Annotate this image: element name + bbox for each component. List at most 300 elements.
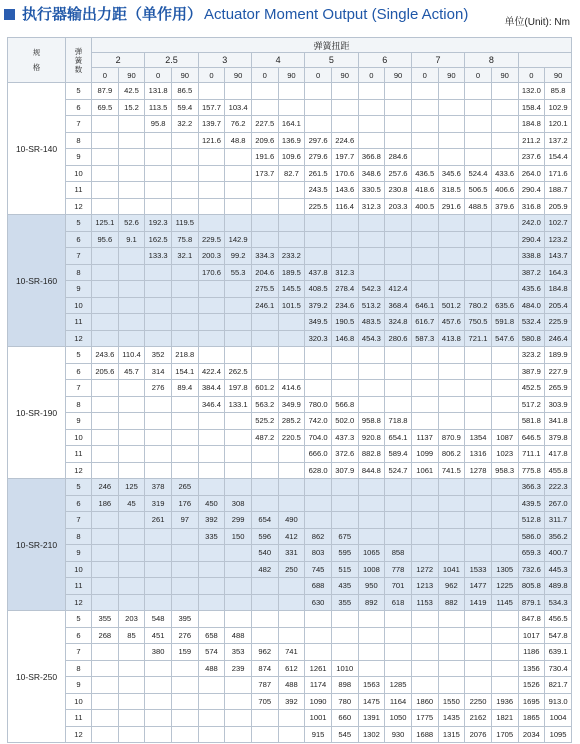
table-cell: [92, 132, 119, 149]
table-cell: 1305: [491, 561, 518, 578]
table-cell: [411, 380, 438, 397]
header-angle: 90: [385, 68, 412, 83]
table-cell: 1705: [491, 726, 518, 743]
table-cell: [145, 182, 172, 199]
table-cell: 237.6: [518, 149, 545, 166]
table-cell: 502.0: [331, 413, 358, 430]
table-cell: 666.0: [305, 446, 332, 463]
table-cell: 119.5: [171, 215, 198, 232]
table-cell: [385, 396, 412, 413]
table-cell: [198, 297, 225, 314]
table-cell: [198, 446, 225, 463]
header-pressure-0: 2: [92, 53, 145, 68]
table-cell: 261.5: [305, 165, 332, 182]
table-cell: [491, 264, 518, 281]
table-cell: [305, 380, 332, 397]
table-cell: 780.2: [465, 297, 492, 314]
table-row: [8, 297, 572, 314]
table-cell: 805.8: [518, 578, 545, 595]
table-cell: [438, 380, 465, 397]
spring-count: 5: [66, 83, 92, 100]
table-cell: 379.2: [305, 297, 332, 314]
table-cell: [385, 660, 412, 677]
table-cell: [465, 413, 492, 430]
table-cell: [225, 330, 252, 347]
table-row: [8, 99, 572, 116]
table-cell: 913.0: [545, 693, 572, 710]
table-cell: [92, 314, 119, 331]
table-cell: 806.2: [438, 446, 465, 463]
spring-count: 8: [66, 660, 92, 677]
table-cell: [145, 594, 172, 611]
table-cell: [305, 99, 332, 116]
table-cell: [225, 677, 252, 694]
table-cell: [118, 413, 145, 430]
table-cell: 379.6: [491, 198, 518, 215]
table-cell: [92, 116, 119, 133]
table-row: [8, 677, 572, 694]
table-cell: [171, 182, 198, 199]
table-cell: [465, 677, 492, 694]
header-angle: 0: [411, 68, 438, 83]
table-cell: [491, 99, 518, 116]
table-cell: [118, 660, 145, 677]
table-cell: [92, 429, 119, 446]
table-cell: 501.2: [438, 297, 465, 314]
table-cell: [118, 248, 145, 265]
table-cell: 862: [305, 528, 332, 545]
table-cell: [465, 380, 492, 397]
table-cell: [225, 710, 252, 727]
table-cell: [118, 132, 145, 149]
table-cell: 133.1: [225, 396, 252, 413]
table-cell: 220.5: [278, 429, 305, 446]
table-cell: [225, 165, 252, 182]
table-cell: [411, 644, 438, 661]
table-cell: 113.5: [145, 99, 172, 116]
table-cell: 250: [278, 561, 305, 578]
table-row: [8, 446, 572, 463]
table-cell: [465, 611, 492, 628]
table-cell: [92, 578, 119, 595]
table-cell: [118, 561, 145, 578]
table-cell: 675: [331, 528, 358, 545]
table-cell: [171, 413, 198, 430]
table-cell: [385, 512, 412, 529]
header-pressure-7: 8: [465, 53, 518, 68]
table-row: [8, 248, 572, 265]
table-cell: 587.3: [411, 330, 438, 347]
table-cell: [331, 512, 358, 529]
table-cell: [198, 710, 225, 727]
table-row: [8, 726, 572, 743]
table-cell: [225, 561, 252, 578]
table-cell: [118, 528, 145, 545]
table-cell: [278, 627, 305, 644]
header-angle: 0: [251, 68, 278, 83]
table-cell: 400.5: [411, 198, 438, 215]
table-cell: 246.4: [545, 330, 572, 347]
table-cell: 422.4: [198, 363, 225, 380]
spring-count: 6: [66, 231, 92, 248]
table-cell: 1533: [465, 561, 492, 578]
table-cell: 162.5: [145, 231, 172, 248]
table-cell: 524.4: [465, 165, 492, 182]
table-cell: [198, 413, 225, 430]
table-cell: [118, 264, 145, 281]
header-springs: [66, 38, 92, 83]
header-model: [8, 38, 66, 83]
table-cell: 435.6: [518, 281, 545, 298]
table-cell: 384.4: [198, 380, 225, 397]
table-cell: [225, 726, 252, 743]
table-cell: 639.1: [545, 644, 572, 661]
model-group: [8, 83, 572, 215]
table-cell: [465, 495, 492, 512]
table-cell: [278, 99, 305, 116]
table-row: [8, 198, 572, 215]
table-cell: 368.4: [385, 297, 412, 314]
table-cell: [171, 677, 198, 694]
table-cell: [171, 314, 198, 331]
table-cell: 233.2: [278, 248, 305, 265]
table-cell: [465, 512, 492, 529]
table-cell: 532.4: [518, 314, 545, 331]
table-row: [8, 264, 572, 281]
table-cell: [171, 710, 198, 727]
table-cell: 32.1: [171, 248, 198, 265]
table-row: [8, 660, 572, 677]
table-cell: [198, 165, 225, 182]
table-cell: [171, 297, 198, 314]
table-cell: 457.6: [438, 314, 465, 331]
header-angle: 0: [92, 68, 119, 83]
table-cell: [278, 611, 305, 628]
header-angle: 90: [438, 68, 465, 83]
table-cell: 157.7: [198, 99, 225, 116]
spring-count: 6: [66, 627, 92, 644]
table-cell: 246: [92, 479, 119, 496]
table-cell: 414.6: [278, 380, 305, 397]
spring-count: 7: [66, 116, 92, 133]
table-cell: [491, 248, 518, 265]
table-cell: 1041: [438, 561, 465, 578]
table-cell: [411, 660, 438, 677]
table-cell: [118, 446, 145, 463]
table-cell: 1099: [411, 446, 438, 463]
table-cell: [118, 512, 145, 529]
table-cell: [465, 116, 492, 133]
table-cell: 778: [385, 561, 412, 578]
table-cell: [118, 182, 145, 199]
table-cell: [92, 446, 119, 463]
model-name: 10-SR-140: [8, 83, 66, 215]
table-cell: 186: [92, 495, 119, 512]
table-cell: [198, 182, 225, 199]
table-cell: 915: [305, 726, 332, 743]
table-cell: [92, 380, 119, 397]
table-cell: 243.6: [92, 347, 119, 364]
table-cell: 103.4: [225, 99, 252, 116]
table-cell: [198, 611, 225, 628]
table-cell: 417.8: [545, 446, 572, 463]
table-cell: 158.4: [518, 99, 545, 116]
table-cell: 601.2: [251, 380, 278, 397]
table-cell: 412.4: [385, 281, 412, 298]
table-cell: 265: [171, 479, 198, 496]
table-cell: 324.8: [385, 314, 412, 331]
table-cell: 542.3: [358, 281, 385, 298]
table-cell: 418.6: [411, 182, 438, 199]
table-cell: 898: [331, 677, 358, 694]
table-cell: 412: [278, 528, 305, 545]
table-cell: [198, 198, 225, 215]
table-cell: [358, 264, 385, 281]
table-cell: 330.5: [358, 182, 385, 199]
table-cell: [331, 611, 358, 628]
table-cell: 1526: [518, 677, 545, 694]
table-cell: [465, 264, 492, 281]
table-cell: [198, 83, 225, 100]
table-cell: [331, 231, 358, 248]
table-cell: [411, 231, 438, 248]
table-cell: 203: [118, 611, 145, 628]
table-cell: [491, 495, 518, 512]
table-cell: [251, 462, 278, 479]
table-cell: 164.1: [278, 116, 305, 133]
table-cell: 110.4: [118, 347, 145, 364]
table-cell: [491, 545, 518, 562]
table-cell: 102.9: [545, 99, 572, 116]
table-row: [8, 479, 572, 496]
table-cell: 142.9: [225, 231, 252, 248]
table-cell: [278, 330, 305, 347]
spring-count: 7: [66, 248, 92, 265]
table-cell: 87.9: [92, 83, 119, 100]
table-cell: [145, 132, 172, 149]
table-cell: 1087: [491, 429, 518, 446]
table-cell: 920.8: [358, 429, 385, 446]
table-row: [8, 561, 572, 578]
table-cell: [465, 627, 492, 644]
table-cell: [171, 578, 198, 595]
table-cell: 1860: [411, 693, 438, 710]
table-cell: [251, 594, 278, 611]
table-cell: 630: [305, 594, 332, 611]
table-cell: 1261: [305, 660, 332, 677]
table-row: [8, 578, 572, 595]
table-cell: [118, 281, 145, 298]
table-cell: 534.3: [545, 594, 572, 611]
table-cell: [251, 578, 278, 595]
table-cell: 109.6: [278, 149, 305, 166]
table-cell: [358, 512, 385, 529]
table-cell: 190.5: [331, 314, 358, 331]
table-cell: [92, 182, 119, 199]
table-cell: 1272: [411, 561, 438, 578]
table-cell: [438, 627, 465, 644]
table-cell: 59.4: [171, 99, 198, 116]
table-cell: 581.8: [518, 413, 545, 430]
table-cell: 176: [171, 495, 198, 512]
table-cell: [411, 512, 438, 529]
table-cell: [171, 165, 198, 182]
model-group: [8, 347, 572, 479]
table-cell: [118, 380, 145, 397]
table-row: [8, 380, 572, 397]
table-cell: 82.7: [278, 165, 305, 182]
header-model-label: 规格: [32, 48, 41, 72]
table-cell: [251, 479, 278, 496]
table-cell: 89.4: [171, 380, 198, 397]
title-square-icon: [4, 9, 15, 20]
table-cell: [465, 83, 492, 100]
header-springs-label: 弹簧数: [74, 46, 83, 74]
table-cell: [92, 644, 119, 661]
table-cell: 612: [278, 660, 305, 677]
table-cell: 349.9: [278, 396, 305, 413]
table-cell: [278, 726, 305, 743]
table-cell: [411, 677, 438, 694]
table-cell: [411, 611, 438, 628]
table-cell: 482: [251, 561, 278, 578]
model-group: [8, 215, 572, 347]
table-cell: 189.5: [278, 264, 305, 281]
table-cell: 580.8: [518, 330, 545, 347]
table-cell: 264.0: [518, 165, 545, 182]
table-cell: [171, 149, 198, 166]
table-cell: [92, 396, 119, 413]
table-cell: [118, 578, 145, 595]
table-cell: [358, 644, 385, 661]
table-cell: [251, 710, 278, 727]
table-cell: 75.8: [171, 231, 198, 248]
table-cell: [118, 693, 145, 710]
table-cell: 962: [438, 578, 465, 595]
table-cell: [145, 545, 172, 562]
table-cell: [358, 479, 385, 496]
table-cell: 331: [278, 545, 305, 562]
table-cell: [118, 297, 145, 314]
table-cell: 1023: [491, 446, 518, 463]
table-cell: [198, 149, 225, 166]
table-row: [8, 314, 572, 331]
spring-count: 9: [66, 677, 92, 694]
table-cell: 379.8: [545, 429, 572, 446]
table-cell: 882: [438, 594, 465, 611]
table-row: [8, 644, 572, 661]
header-spring-torque: 弹簧扭距: [92, 38, 572, 53]
table-cell: [171, 429, 198, 446]
table-cell: [171, 446, 198, 463]
table-cell: 338.8: [518, 248, 545, 265]
table-cell: [225, 297, 252, 314]
table-cell: 1302: [358, 726, 385, 743]
table-cell: 218.8: [171, 347, 198, 364]
table-cell: 76.2: [225, 116, 252, 133]
table-cell: 346.4: [198, 396, 225, 413]
table-cell: [358, 99, 385, 116]
table-row: [8, 528, 572, 545]
table-cell: [411, 413, 438, 430]
table-cell: 227.5: [251, 116, 278, 133]
table-row: [8, 83, 572, 100]
moment-output-table: [7, 37, 572, 743]
table-cell: [225, 429, 252, 446]
table-cell: [251, 215, 278, 232]
table-cell: [438, 495, 465, 512]
table-cell: [385, 479, 412, 496]
table-cell: [411, 149, 438, 166]
header-angle: 0: [518, 68, 545, 83]
table-cell: 1225: [491, 578, 518, 595]
spring-count: 9: [66, 413, 92, 430]
table-cell: [251, 330, 278, 347]
table-cell: [92, 165, 119, 182]
table-cell: 85: [118, 627, 145, 644]
table-cell: 732.6: [518, 561, 545, 578]
table-cell: 261: [145, 512, 172, 529]
table-cell: [278, 182, 305, 199]
table-cell: 380: [145, 644, 172, 661]
table-cell: [251, 726, 278, 743]
table-row: [8, 231, 572, 248]
table-cell: 892: [358, 594, 385, 611]
table-cell: 524.7: [385, 462, 412, 479]
table-cell: 278.4: [331, 281, 358, 298]
table-cell: [331, 495, 358, 512]
table-cell: [465, 528, 492, 545]
table-cell: [491, 677, 518, 694]
table-cell: [411, 363, 438, 380]
table-cell: [92, 198, 119, 215]
table-cell: [438, 132, 465, 149]
table-cell: 392: [198, 512, 225, 529]
table-cell: [358, 495, 385, 512]
table-cell: [145, 149, 172, 166]
table-cell: [145, 198, 172, 215]
table-cell: [145, 429, 172, 446]
table-cell: 222.3: [545, 479, 572, 496]
table-cell: [411, 116, 438, 133]
table-row: [8, 132, 572, 149]
spring-count: 8: [66, 396, 92, 413]
table-cell: 95.8: [145, 116, 172, 133]
table-cell: [305, 627, 332, 644]
table-cell: [198, 594, 225, 611]
table-cell: 435: [331, 578, 358, 595]
table-cell: [358, 611, 385, 628]
table-cell: 189.9: [545, 347, 572, 364]
spring-count: 7: [66, 512, 92, 529]
table-cell: [225, 594, 252, 611]
table-cell: [225, 314, 252, 331]
table-cell: 962: [251, 644, 278, 661]
table-cell: [465, 281, 492, 298]
table-cell: [251, 363, 278, 380]
table-cell: [438, 512, 465, 529]
table-row: [8, 495, 572, 512]
table-cell: [171, 462, 198, 479]
table-cell: [145, 462, 172, 479]
table-cell: 133.3: [145, 248, 172, 265]
table-cell: [92, 512, 119, 529]
table-cell: 488.5: [465, 198, 492, 215]
table-cell: [385, 99, 412, 116]
table-cell: [385, 264, 412, 281]
table-cell: [118, 726, 145, 743]
table-row: [8, 149, 572, 166]
